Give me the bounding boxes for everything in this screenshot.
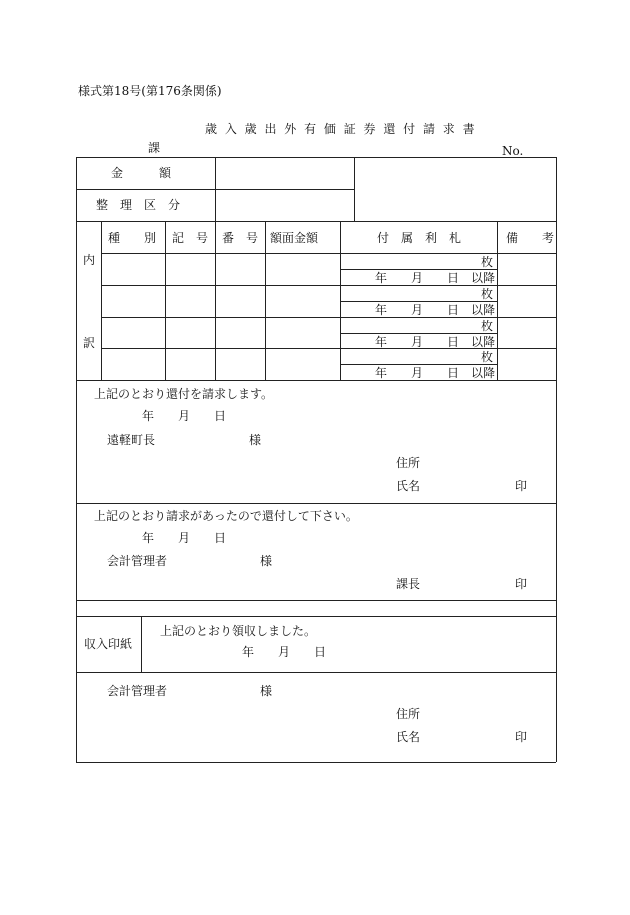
header-symbol: 記 号 [172, 231, 209, 245]
row-count-unit: 枚 [481, 319, 494, 333]
request-name-label: 氏名 [396, 479, 421, 493]
amount-field[interactable] [216, 158, 353, 188]
ka-label: 課 [148, 141, 161, 155]
request-address-label: 住所 [396, 456, 421, 470]
row-date-text: 年 月 日 以降 [375, 335, 496, 349]
receipt-seal: 印 [515, 730, 528, 744]
receipt-address-label: 住所 [396, 707, 421, 721]
header-face-value: 額面金額 [270, 231, 319, 245]
order-statement: 上記のとおり請求があったので還付して下さい。 [94, 509, 358, 523]
row-count-unit: 枚 [481, 350, 494, 364]
number-label: No. [502, 144, 524, 158]
receipt-addressee: 会計管理者 [107, 684, 168, 698]
header-number: 番 号 [222, 231, 259, 245]
amount-label: 金 額 [111, 166, 172, 180]
row-count-unit: 枚 [481, 287, 494, 301]
receipt-date: 年 月 日 [242, 645, 327, 659]
order-date: 年 月 日 [142, 531, 227, 545]
row-date-text: 年 月 日 以降 [375, 271, 496, 285]
detail-side-bottom: 訳 [83, 336, 96, 350]
revenue-stamp-label: 収入印紙 [84, 637, 133, 651]
header-remarks: 備 考 [506, 231, 555, 245]
row-date-text: 年 月 日 以降 [375, 366, 496, 380]
header-kind: 種 別 [108, 231, 157, 245]
detail-side-top: 内 [83, 253, 96, 267]
row-date-text: 年 月 日 以降 [375, 303, 496, 317]
order-sama: 様 [260, 554, 273, 568]
page-title: 歳 入 歳 出 外 有 価 証 券 還 付 請 求 書 [205, 122, 477, 136]
request-addressee: 遠軽町長 [107, 433, 156, 447]
receipt-statement: 上記のとおり領収しました。 [160, 624, 317, 638]
order-seal: 印 [515, 577, 528, 591]
category-field[interactable] [216, 190, 353, 220]
request-sama: 様 [249, 433, 262, 447]
order-addressee: 会計管理者 [107, 554, 168, 568]
request-statement: 上記のとおり還付を請求します。 [94, 387, 274, 401]
row-count-unit: 枚 [481, 255, 494, 269]
header-coupons: 付 属 利 札 [377, 231, 462, 245]
receipt-name-label: 氏名 [396, 730, 421, 744]
chief-label: 課長 [396, 577, 421, 591]
request-seal: 印 [515, 479, 528, 493]
receipt-sama: 様 [260, 684, 273, 698]
form-id: 様式第18号(第176条関係) [78, 84, 222, 98]
category-label: 整 理 区 分 [96, 198, 181, 212]
request-date: 年 月 日 [142, 409, 227, 423]
